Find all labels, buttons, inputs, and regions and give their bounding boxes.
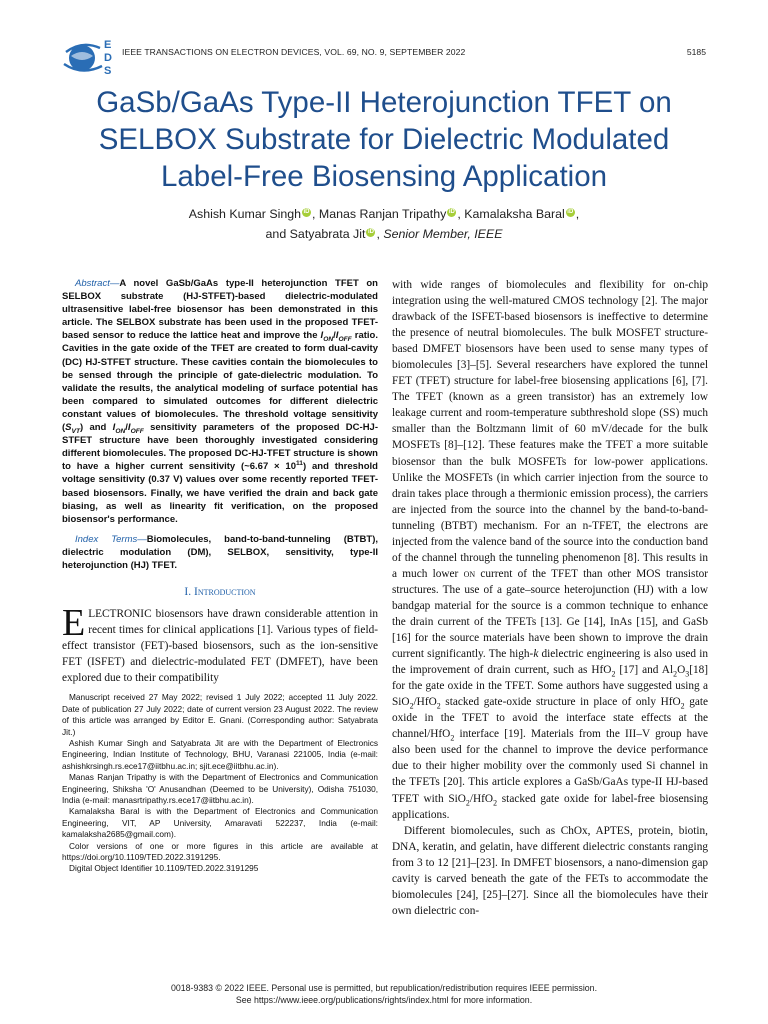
footnotes — [62, 692, 378, 875]
eds-logo — [60, 34, 118, 78]
orcid-icon[interactable]: iD — [448, 209, 455, 215]
logo-letter-e: E — [104, 39, 112, 51]
footnote-doi: Digital Object Identifier 10.1109/TED.2022.3191295 — [69, 863, 259, 874]
index-terms: Index Terms—Biomolecules, band-to-band-tunneling (BTBT), dielectric modulation (DM), SELBOX, sensitivity, type-II heterojunction (HJ) TFET. — [62, 533, 378, 571]
author-name: Kamalaksha Baral — [464, 207, 565, 221]
abstract: Abstract—A novel GaSb/GaAs type-II heterojunction TFET on SELBOX substrate (HJ-STFET)-based dielectric-modulated ultrasensitive label-free biosensor has been demonstrated in this article. The SELBOX substrate has been used in the proposed TFET-based sensor to reduce the lattice heat and improve the $I_{ON}/I_{OFF}$ ratio. Cavities in the gate oxide of the TFET are created to form dual-cavity (DC) HJ-STFET structure. These cavities contain the biomolecules to be sensed through the principle of gate-dielectric modulation. To validate the results, the analytical modeling of surface potential has been compared to simulated outcomes for different dielectric constant values of biomolecules. The threshold voltage sensitivity $(S_{VT})$ and $I_{ON}/I_{OFF}$ sensitivity parameters of the proposed DC-HJ-STFET structure have been thoroughly investigated considering different biomolecules. The proposed DC-HJ-TFET structure is shown to have a higher current sensitivity (~6.67 × $10^{11}$) and threshold voltage sensitivity (0.37 V) values over some recently reported TFET-based biosensors. Finally, we have verified the drain and back gate biasing, as well as linearity fit verification, on the proposed biosensor's performance. — [62, 278, 378, 525]
index-terms-label: Index Terms— — [75, 533, 147, 545]
running-head: IEEE TRANSACTIONS ON ELECTRON DEVICES, VOL. 69, NO. 9, SEPTEMBER 2022 — [122, 47, 466, 57]
body-paragraph: with wide ranges of biomolecules and flexibility for on-chip integration using the well-matured CMOS technology [2]. The major drawback of the ISFET-based biosensors is ineffective to determine the presence of neutral biomolecules. The bulk MOSFET structure-based DMFET biosensors have been used to sense many types of biomolecules [3]–[5]. Several researchers have explored the tunnel FET (TFET) structure for label-free biosensing applications [6], [7]. The TFET (known as a green transistor) has an extremely low leakage current and room-temperature subthreshold slope (SS) much smaller than the Boltzmann limit of 60 mV/decade for the bulk MOSFETs [8]–[12]. These features make the TFET a more suitable biosensor than the bulk MOSFETs for low-power applications. Unlike the MOSFETs (in which carrier injection from the source to drain takes place through a thermionic emission process), the carriers are injected from the source into the channel by the band-to-band-tunneling (BTBT) mechanism. For an n-TFET, the electrons are injected from the valence band of the source into the conduction band of the channel through the tunneling phenomenon [8]. This results in a much lower on current of the TFET than other MOS transistor structures. The use of a gate–source heterojunction (HJ) with a low bandgap material for the source is a common technique to enhance the drain current of the TFETs [13]. Ge [14], InAs [15], and GaSb [16] for the source materials have been shown to improve the drain current significantly. The high-k dielectric engineering is also used in the improvement of drain current, such as HfO$_2$ [17] and $Al_2O_3[18]$ for the gate oxide in the TFET. Some authors have suggested using a SiO$_2$/HfO$_2$ stacked gate-oxide structure in place of only HfO$_2$ gate oxide in the TFET to avoid the interface state effects at the channel/HfO$_2$ interface [19]. Materials from the III–V group have also been used for the channel to improve the device performance due to their higher mobility over the commonly used Si channel in the TFETs [20]. This article explores a GaSb/GaAs type-II HJ-based TFET with SiO$_2$/HfO$_2$ stacked gate oxide for label-free biosensing applications. — [392, 279, 709, 821]
author-name: Ashish Kumar Singh — [188, 207, 302, 221]
author-membership: Senior Member, IEEE — [383, 227, 503, 241]
footnote-color-link[interactable]: Color versions of one or more figures in this article are available at https://doi.org/10.1109/TED.2022.3191295. — [62, 840, 378, 862]
author-line-1: Ashish Kumar Singh iD , Manas Ranjan Tripathy iD , Kamalaksha Baral iD , — [188, 207, 580, 221]
intro-paragraph: ELECTRONIC biosensors have drawn considerable attention in recent times for clinical applications [1]. Various types of field-effect transistor (FET)-based biosensors, such as the ion-sensitive FET (ISFET) and dielectric-modulated FET (DMFET), have been explored due to their compatibility — [62, 602, 378, 685]
page-number: 5185 — [686, 47, 706, 57]
orcid-icon[interactable]: iD — [367, 229, 374, 235]
title-line: GaSb/GaAs Type-II Heterojunction TFET on — [96, 86, 672, 119]
footnote-affiliation: Manas Ranjan Tripathy is with the Department of Electronics and Communication Engineering, Shiksha 'O' Anusandhan (Deemed to be University), Odisha 751030, India (e-mail: manasrtripathy.rs.ece17@iitbhu.ac.in). — [62, 772, 378, 805]
footnote-affiliation: Kamalaksha Baral is with the Department of Electronics and Communication Engineering, VIT, AP University, Amaravati 522237, India (e-mail: kamalaksha2685@gmail.com). — [62, 806, 378, 840]
dropcap: E — [62, 602, 86, 645]
right-column — [392, 277, 708, 919]
logo-letter-d: D — [104, 52, 112, 64]
left-column — [62, 277, 378, 875]
paper-title — [40, 84, 728, 195]
orcid-icon[interactable]: iD — [567, 209, 574, 215]
abstract-label: Abstract— — [75, 278, 120, 289]
title-line: Label-Free Biosensing Application — [160, 160, 608, 193]
footer-line: 0018-9383 © 2022 IEEE. Personal use is permitted, but republication/redistribution requires IEEE permission. — [170, 983, 598, 993]
author-line-2: and Satyabrata Jit iD , Senior Member, IEEE — [265, 227, 503, 241]
footer-rights-link[interactable]: See https://www.ieee.org/publications/rights/index.html for more information. — [235, 995, 533, 1005]
logo-letter-s: S — [104, 65, 112, 77]
author-name: Manas Ranjan Tripathy — [318, 207, 447, 221]
title-line: SELBOX Substrate for Dielectric Modulated — [98, 123, 670, 156]
footnote-affiliation: Ashish Kumar Singh and Satyabrata Jit are with the Department of Electronics Engineering, Indian Institute of Technology, BHU, Varanasi 221005, India (e-mail: ashishkrsingh.rs.ece17@iitbhu.ac.in; sjit.ece@iitbhu.ac.in). — [62, 737, 378, 771]
body-paragraph: Different biomolecules, such as ChOx, APTES, protein, biotin, DNA, keratin, and gelatin, have different dielectric constants ranging from 3 to 12 [21]–[23]. In DMFET biosensors, a nano-dimension gap cavity is carved beneath the gate of the FETs to accommodate the biomolecules [24], [25]–[27]. Since all the biomolecules have their own dielectric con- — [392, 824, 708, 917]
author-conjunction: and — [265, 227, 287, 241]
author-list — [40, 204, 728, 244]
section-heading-introduction: I. Introduction — [184, 586, 256, 599]
copyright-footer — [40, 982, 728, 1006]
orcid-icon[interactable]: iD — [303, 209, 310, 215]
footnote-manuscript: Manuscript received 27 May 2022; revised 1 July 2022; accepted 11 July 2022. Date of publication 27 July 2022; date of current version 23 August 2022. The review of this article was arranged by Editor E. Gnani. (Corresponding author: Satyabrata Jit.) — [62, 692, 378, 737]
author-name: Satyabrata Jit — [289, 227, 366, 241]
